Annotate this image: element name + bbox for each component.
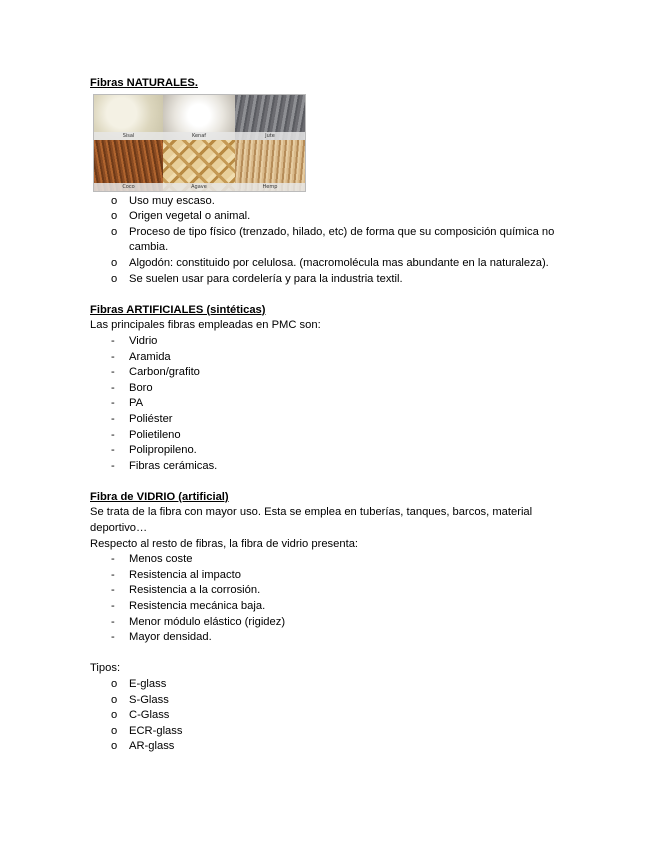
list-item: - PA xyxy=(90,396,570,412)
list-item: - Boro xyxy=(90,381,570,397)
fiber-photo-coco xyxy=(94,140,163,191)
heading-fibras-naturales: Fibras NATURALES. xyxy=(90,77,198,89)
list-item: - Resistencia al impacto xyxy=(90,568,570,584)
heading-fibra-vidrio: Fibra de VIDRIO (artificial) xyxy=(90,490,229,503)
glass-types-list xyxy=(90,677,570,755)
bullet-circle-icon: o xyxy=(111,709,118,722)
fiber-photo-caption: Coco xyxy=(94,183,163,191)
fiber-photo-jute xyxy=(235,95,305,140)
list-item: - Resistencia a la corrosión. xyxy=(90,583,570,599)
bullet-dash-icon: - xyxy=(111,553,115,566)
bullet-dash-icon: - xyxy=(111,350,115,363)
bullet-dash-icon: - xyxy=(111,397,115,410)
bullet-circle-icon: o xyxy=(111,678,118,690)
bullet-dash-icon: - xyxy=(111,366,115,379)
list-item: o S-Glass xyxy=(90,693,570,709)
list-item: - Resistencia mecánica baja. xyxy=(90,599,570,615)
spacer xyxy=(90,474,570,490)
list-item: - Menor módulo elástico (rigidez) xyxy=(90,615,570,631)
spacer xyxy=(90,646,570,662)
natural-fibers-image xyxy=(93,94,306,192)
vidrio-description: Se trata de la fibra con mayor uso. Esta se emplea en tuberías, tanques, barcos, material deportivo… xyxy=(90,506,533,535)
fiber-photo-sisal xyxy=(94,95,163,140)
bullet-circle-icon: o xyxy=(111,724,118,737)
vidrio-intro: Respecto al resto de fibras, la fibra de vidrio presenta: xyxy=(90,537,359,550)
list-item: - Polietileno xyxy=(90,428,570,444)
bullet-dash-icon: - xyxy=(111,412,115,425)
list-item: - Vidrio xyxy=(90,334,570,350)
fiber-photo-caption: Hemp xyxy=(235,183,305,191)
fiber-photo-agave xyxy=(163,140,235,191)
bullet-dash-icon: - xyxy=(111,334,115,347)
artificiales-intro: Las principales fibras empleadas en PMC son: xyxy=(90,319,321,332)
list-item: o AR-glass xyxy=(90,739,570,755)
spacer xyxy=(90,287,570,303)
bullet-circle-icon: o xyxy=(111,693,118,706)
list-item: o C-Glass xyxy=(90,708,570,724)
list-item: - Menos coste xyxy=(90,552,570,568)
bullet-dash-icon: - xyxy=(111,459,115,472)
list-item: o ECR-glass xyxy=(90,724,570,740)
bullet-circle-icon: o xyxy=(111,194,118,207)
tipos-label: Tipos: xyxy=(90,662,121,675)
list-item: o Origen vegetal o animal. xyxy=(90,209,570,225)
bullet-circle-icon: o xyxy=(111,210,118,223)
artificial-fibers-list xyxy=(90,334,570,474)
list-item: - Polipropileno. xyxy=(90,443,570,459)
bullet-dash-icon: - xyxy=(111,600,115,613)
bullet-dash-icon: - xyxy=(111,631,115,644)
vidrio-properties-list xyxy=(90,552,570,646)
document-page xyxy=(90,76,570,755)
bullet-dash-icon: - xyxy=(111,584,115,597)
bullet-dash-icon: - xyxy=(111,444,115,457)
list-item: - Fibras cerámicas. xyxy=(90,459,570,475)
bullet-dash-icon: - xyxy=(111,428,115,441)
natural-fibers-list xyxy=(90,194,570,288)
list-item: o E-glass xyxy=(90,677,570,693)
fiber-photo-caption: Sisal xyxy=(94,132,163,140)
list-item: - Carbon/grafito xyxy=(90,365,570,381)
list-item: - Poliéster xyxy=(90,412,570,428)
fiber-photo-hemp xyxy=(235,140,305,191)
bullet-circle-icon: o xyxy=(111,740,118,753)
heading-fibras-artificiales: Fibras ARTIFICIALES (sintéticas) xyxy=(90,303,266,316)
bullet-dash-icon: - xyxy=(111,615,115,628)
list-item: o Uso muy escaso. xyxy=(90,194,570,210)
fiber-photo-caption: Jute xyxy=(235,132,305,140)
list-item: - Aramida xyxy=(90,350,570,366)
bullet-circle-icon: o xyxy=(111,272,118,285)
list-item: o Se suelen usar para cordelería y para la industria textil. xyxy=(90,272,570,288)
fiber-photo-caption: Kenaf xyxy=(163,132,235,140)
list-item: o Algodón: constituido por celulosa. (macromolécula mas abundante en la naturaleza). xyxy=(90,256,570,272)
list-item: o Proceso de tipo físico (trenzado, hilado, etc) de forma que su composición química no cambia. xyxy=(111,225,555,254)
list-item: - Mayor densidad. xyxy=(90,630,570,646)
bullet-circle-icon: o xyxy=(111,225,118,238)
fiber-photo-kenaf xyxy=(163,95,235,140)
fiber-photo-caption: Agave xyxy=(163,183,235,191)
bullet-circle-icon: o xyxy=(111,256,118,269)
bullet-dash-icon: - xyxy=(111,568,115,581)
bullet-dash-icon: - xyxy=(111,381,115,394)
